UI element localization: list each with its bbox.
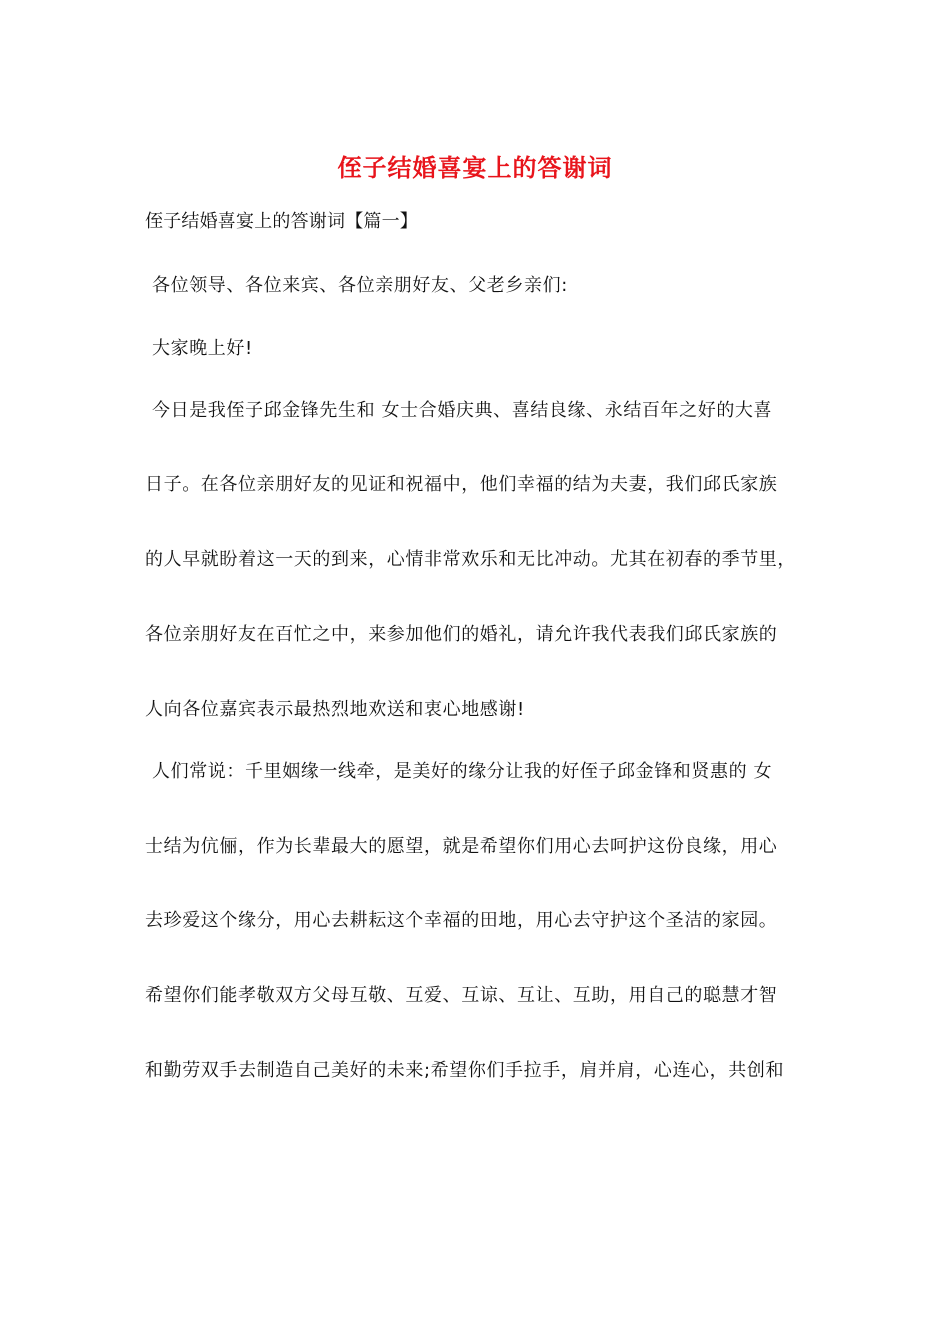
salutation-line: 各位领导、各位来宾、各位亲朋好友、父老乡亲们: [152,275,568,296]
paragraph-line: 去珍爱这个缘分，用心去耕耘这个幸福的田地，用心去守护这个圣洁的家园。 [145,910,778,931]
paragraph-line: 日子。在各位亲朋好友的见证和祝福中，他们幸福的结为夫妻，我们邱氏家族 [145,474,778,495]
paragraph-line: 人们常说：千里姻缘一线牵，是美好的缘分让我的好侄子邱金锋和贤惠的 女 [152,761,773,782]
paragraph-line: 的人早就盼着这一天的到来，心情非常欢乐和无比冲动。尤其在初春的季节里， [145,549,796,570]
paragraph-line: 人向各位嘉宾表示最热烈地欢送和衷心地感谢! [145,699,525,720]
greeting-line: 大家晚上好! [152,338,253,359]
paragraph-line: 和勤劳双手去制造自己美好的未来;希望你们手拉手，肩并肩，心连心，共创和 [145,1060,785,1081]
paragraph-line: 士结为伉俪，作为长辈最大的愿望，就是希望你们用心去呵护这份良缘，用心 [145,836,778,857]
paragraph-line: 希望你们能孝敬双方父母互敬、互爱、互谅、互让、互助，用自己的聪慧才智 [145,985,778,1006]
paragraph-line: 今日是我侄子邱金锋先生和 女士合婚庆典、喜结良缘、永结百年之好的大喜 [152,400,773,421]
document-title: 侄子结婚喜宴上的答谢词 [337,153,613,182]
section-heading: 侄子结婚喜宴上的答谢词【篇一】 [145,211,418,232]
paragraph-line: 各位亲朋好友在百忙之中，来参加他们的婚礼，请允许我代表我们邱氏家族的 [145,624,778,645]
